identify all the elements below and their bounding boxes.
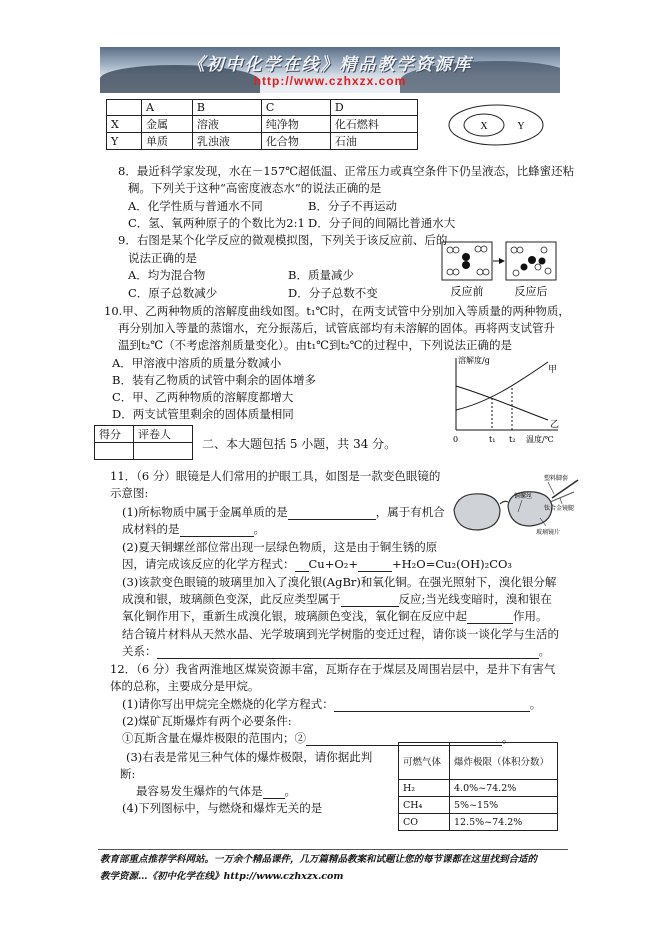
label-copper-screw: 铜螺丝 bbox=[514, 493, 533, 500]
section-2-title: 二、本大题包括 5 小题，共 34 分。 bbox=[202, 437, 397, 451]
graph-t2: t₂ bbox=[509, 435, 516, 444]
curve-jia-label: 甲 bbox=[548, 365, 558, 375]
site-banner bbox=[100, 47, 560, 93]
label-plastic-tip: 塑料脚套 bbox=[544, 475, 569, 482]
q8-stem-2: 稠。下列关于这种“高密度液态水”的说法正确的是 bbox=[128, 181, 382, 195]
blank-methane-equation[interactable] bbox=[334, 699, 530, 712]
q9-option-b: B．质量减少 bbox=[288, 268, 354, 282]
q12-part-2a: ①瓦斯含量在爆炸极限的范围内；② 。 bbox=[122, 731, 514, 745]
q10-option-d: D．两支试管里剩余的固体质量相同 bbox=[112, 407, 294, 421]
q10-stem-3: 温到t₂℃（不考虑溶剂质量变化）。由t₁℃到t₂℃的过程中，下列说法正确的是 bbox=[118, 338, 513, 352]
q12-part-4: (4)下列图标中，与燃烧和爆炸无关的是 bbox=[122, 801, 323, 815]
label-after: 反应后 bbox=[514, 285, 548, 298]
curve-yi-label: 乙 bbox=[550, 420, 560, 430]
solubility-graph bbox=[444, 354, 564, 446]
q9-option-c: C．原子总数减少 bbox=[128, 286, 218, 300]
q12-part-1: (1)请你写出甲烷完全燃烧的化学方程式： 。 bbox=[122, 697, 542, 711]
glasses-illustration bbox=[452, 470, 582, 546]
q8-option-c: C．氢、氧两种原子的个数比为2:1 bbox=[128, 216, 305, 230]
q12-stem-2: 体的总称，主要成分是甲烷。 bbox=[110, 679, 260, 693]
label-before: 反应前 bbox=[450, 285, 484, 298]
q11-part-1: (1)所标物质中属于金属单质的是 ，属于有机合 bbox=[122, 505, 445, 519]
q12-part-2: (2)煤矿瓦斯爆炸有两个必要条件: bbox=[122, 714, 292, 728]
graph-ylabel: 溶解度/g bbox=[458, 356, 490, 365]
blank-reactant[interactable] bbox=[358, 559, 392, 572]
graph-t1: t₁ bbox=[489, 435, 496, 444]
blank-chem-life[interactable] bbox=[157, 646, 539, 659]
blank-catalyst-role[interactable] bbox=[467, 611, 513, 624]
q12-part-3c: 最容易发生爆炸的气体是 。 bbox=[136, 784, 296, 798]
score-box: 得分 评卷人 bbox=[94, 425, 193, 460]
q11-part-1b: 成材料的是 。 bbox=[122, 522, 265, 536]
explosion-limit-table: 可燃气体 爆炸极限（体积分数） H₂ 4.0%~74.2% CH₄ 5%~15% CO 12.5%~74.2% bbox=[398, 742, 558, 831]
blank-organic-material[interactable] bbox=[180, 524, 254, 537]
q11-part-3a: (3)该款变色眼镜的玻璃里加入了溴化银(AgBr)和氧化铜。在强光照射下，溴化银分解 bbox=[122, 575, 557, 589]
footer-divider bbox=[98, 849, 568, 850]
q11-part-3c: 氧化铜作用下，重新生成溴化银，玻璃颜色变浅，氧化铜在反应中起 作用。 bbox=[122, 609, 548, 623]
banner-url: http://www.czhxzx.com bbox=[253, 74, 407, 88]
q10-stem-2: 再分别加入等量的蒸馏水，充分振荡后，试管底部均有未溶解的固体。再将两支试管升 bbox=[118, 321, 555, 335]
graph-xlabel: 温度/℃ bbox=[526, 435, 554, 444]
q8-option-a: A．化学性质与普通水不同 bbox=[128, 199, 263, 213]
q11-stem-1: 11．（6 分）眼镜是人们常用的护眼工具，如图是一款变色眼镜的 bbox=[110, 469, 441, 483]
reaction-diagram bbox=[440, 240, 558, 300]
q7-ellipse-diagram bbox=[446, 103, 546, 147]
q9-stem-2: 说法正确的是 bbox=[128, 251, 197, 265]
diagram-x-label: X bbox=[480, 121, 488, 132]
q11-part-4b: 关系： 。 bbox=[122, 644, 550, 658]
graph-origin: 0 bbox=[453, 435, 459, 444]
footer-line-1: 教育部重点推荐学科网站。一万余个精品课件，几万篇精品教案和试题让您的每节课都在这里找到合适的 bbox=[100, 854, 538, 865]
q7-table: A B C D X 金属 溶液 纯净物 化石燃料 Y 单质 乳浊液 化合物 石油 bbox=[106, 99, 418, 150]
q10-option-b: B．装有乙物质的试管中剩余的固体增多 bbox=[112, 373, 316, 387]
blank-coefficient[interactable] bbox=[295, 559, 309, 572]
q12-part-3a: (3)右表是常见三种气体的爆炸极限，请你据此判 bbox=[126, 750, 373, 764]
q12-part-3b: 断: bbox=[120, 767, 136, 781]
q10-stem-1: 10.甲、乙两种物质的溶解度曲线如图。t₁℃时，在两支试管中分别加入等质量的两种物质， bbox=[104, 304, 570, 318]
q10-option-a: A．甲溶液中溶质的质量分数减小 bbox=[112, 356, 282, 370]
q11-part-2a: (2)夏天铜螺丝部位常出现一层绿色物质，这是由于铜生锈的原 bbox=[122, 540, 438, 554]
q9-option-a: A．均为混合物 bbox=[128, 268, 206, 282]
blank-explosive-gas[interactable] bbox=[263, 786, 285, 799]
q11-part-3b: 成溴和银，玻璃颜色变深，此反应类型属于 反应;当光线变暗时，溴和银在 bbox=[122, 592, 552, 606]
q9-stem-1: 9．右图是某个化学反应的微观模拟图，下列关于该反应前、后的 bbox=[118, 233, 448, 247]
blank-reaction-type[interactable] bbox=[341, 594, 399, 607]
q10-option-c: C．甲、乙两种物质的溶解度都增大 bbox=[112, 390, 294, 404]
q8-option-d: D．分子间的间隔比普通水大 bbox=[308, 216, 456, 230]
diagram-y-label: Y bbox=[517, 121, 525, 132]
footer-line-2: 教学资源…《初中化学在线》http://www.czhxzx.com bbox=[100, 871, 344, 882]
label-glass-lens: 玻璃镜片 bbox=[536, 529, 561, 536]
q11-part-2b: 因，请完成该反应的化学方程式： Cu+O₂+ +H₂O=Cu₂(OH)₂CO₃ bbox=[122, 557, 513, 571]
banner-title: 《初中化学在线》精品教学资源库 bbox=[187, 55, 473, 75]
q12-stem-1: 12．（6 分）我省两淮地区煤炭资源丰富，瓦斯存在于煤层及周围岩层中，是井下有害气 bbox=[110, 662, 556, 676]
q8-option-b: B．分子不再运动 bbox=[308, 199, 397, 213]
q9-option-d: D．分子总数不变 bbox=[288, 286, 378, 300]
label-titanium-leg: 钛合金镜腿 bbox=[544, 505, 575, 512]
blank-metal-element[interactable] bbox=[288, 507, 376, 520]
q11-stem-2: 示意图: bbox=[110, 486, 149, 500]
q11-part-4a: 结合镜片材料从天然水晶、光学玻璃到光学树脂的变迁过程，请你谈一谈化学与生活的 bbox=[122, 627, 559, 641]
q8-stem-1: 8．最近科学家发现，水在－157℃超低温、正常压力或真空条件下仍呈液态，比蜂蜜还粘 bbox=[118, 164, 575, 178]
